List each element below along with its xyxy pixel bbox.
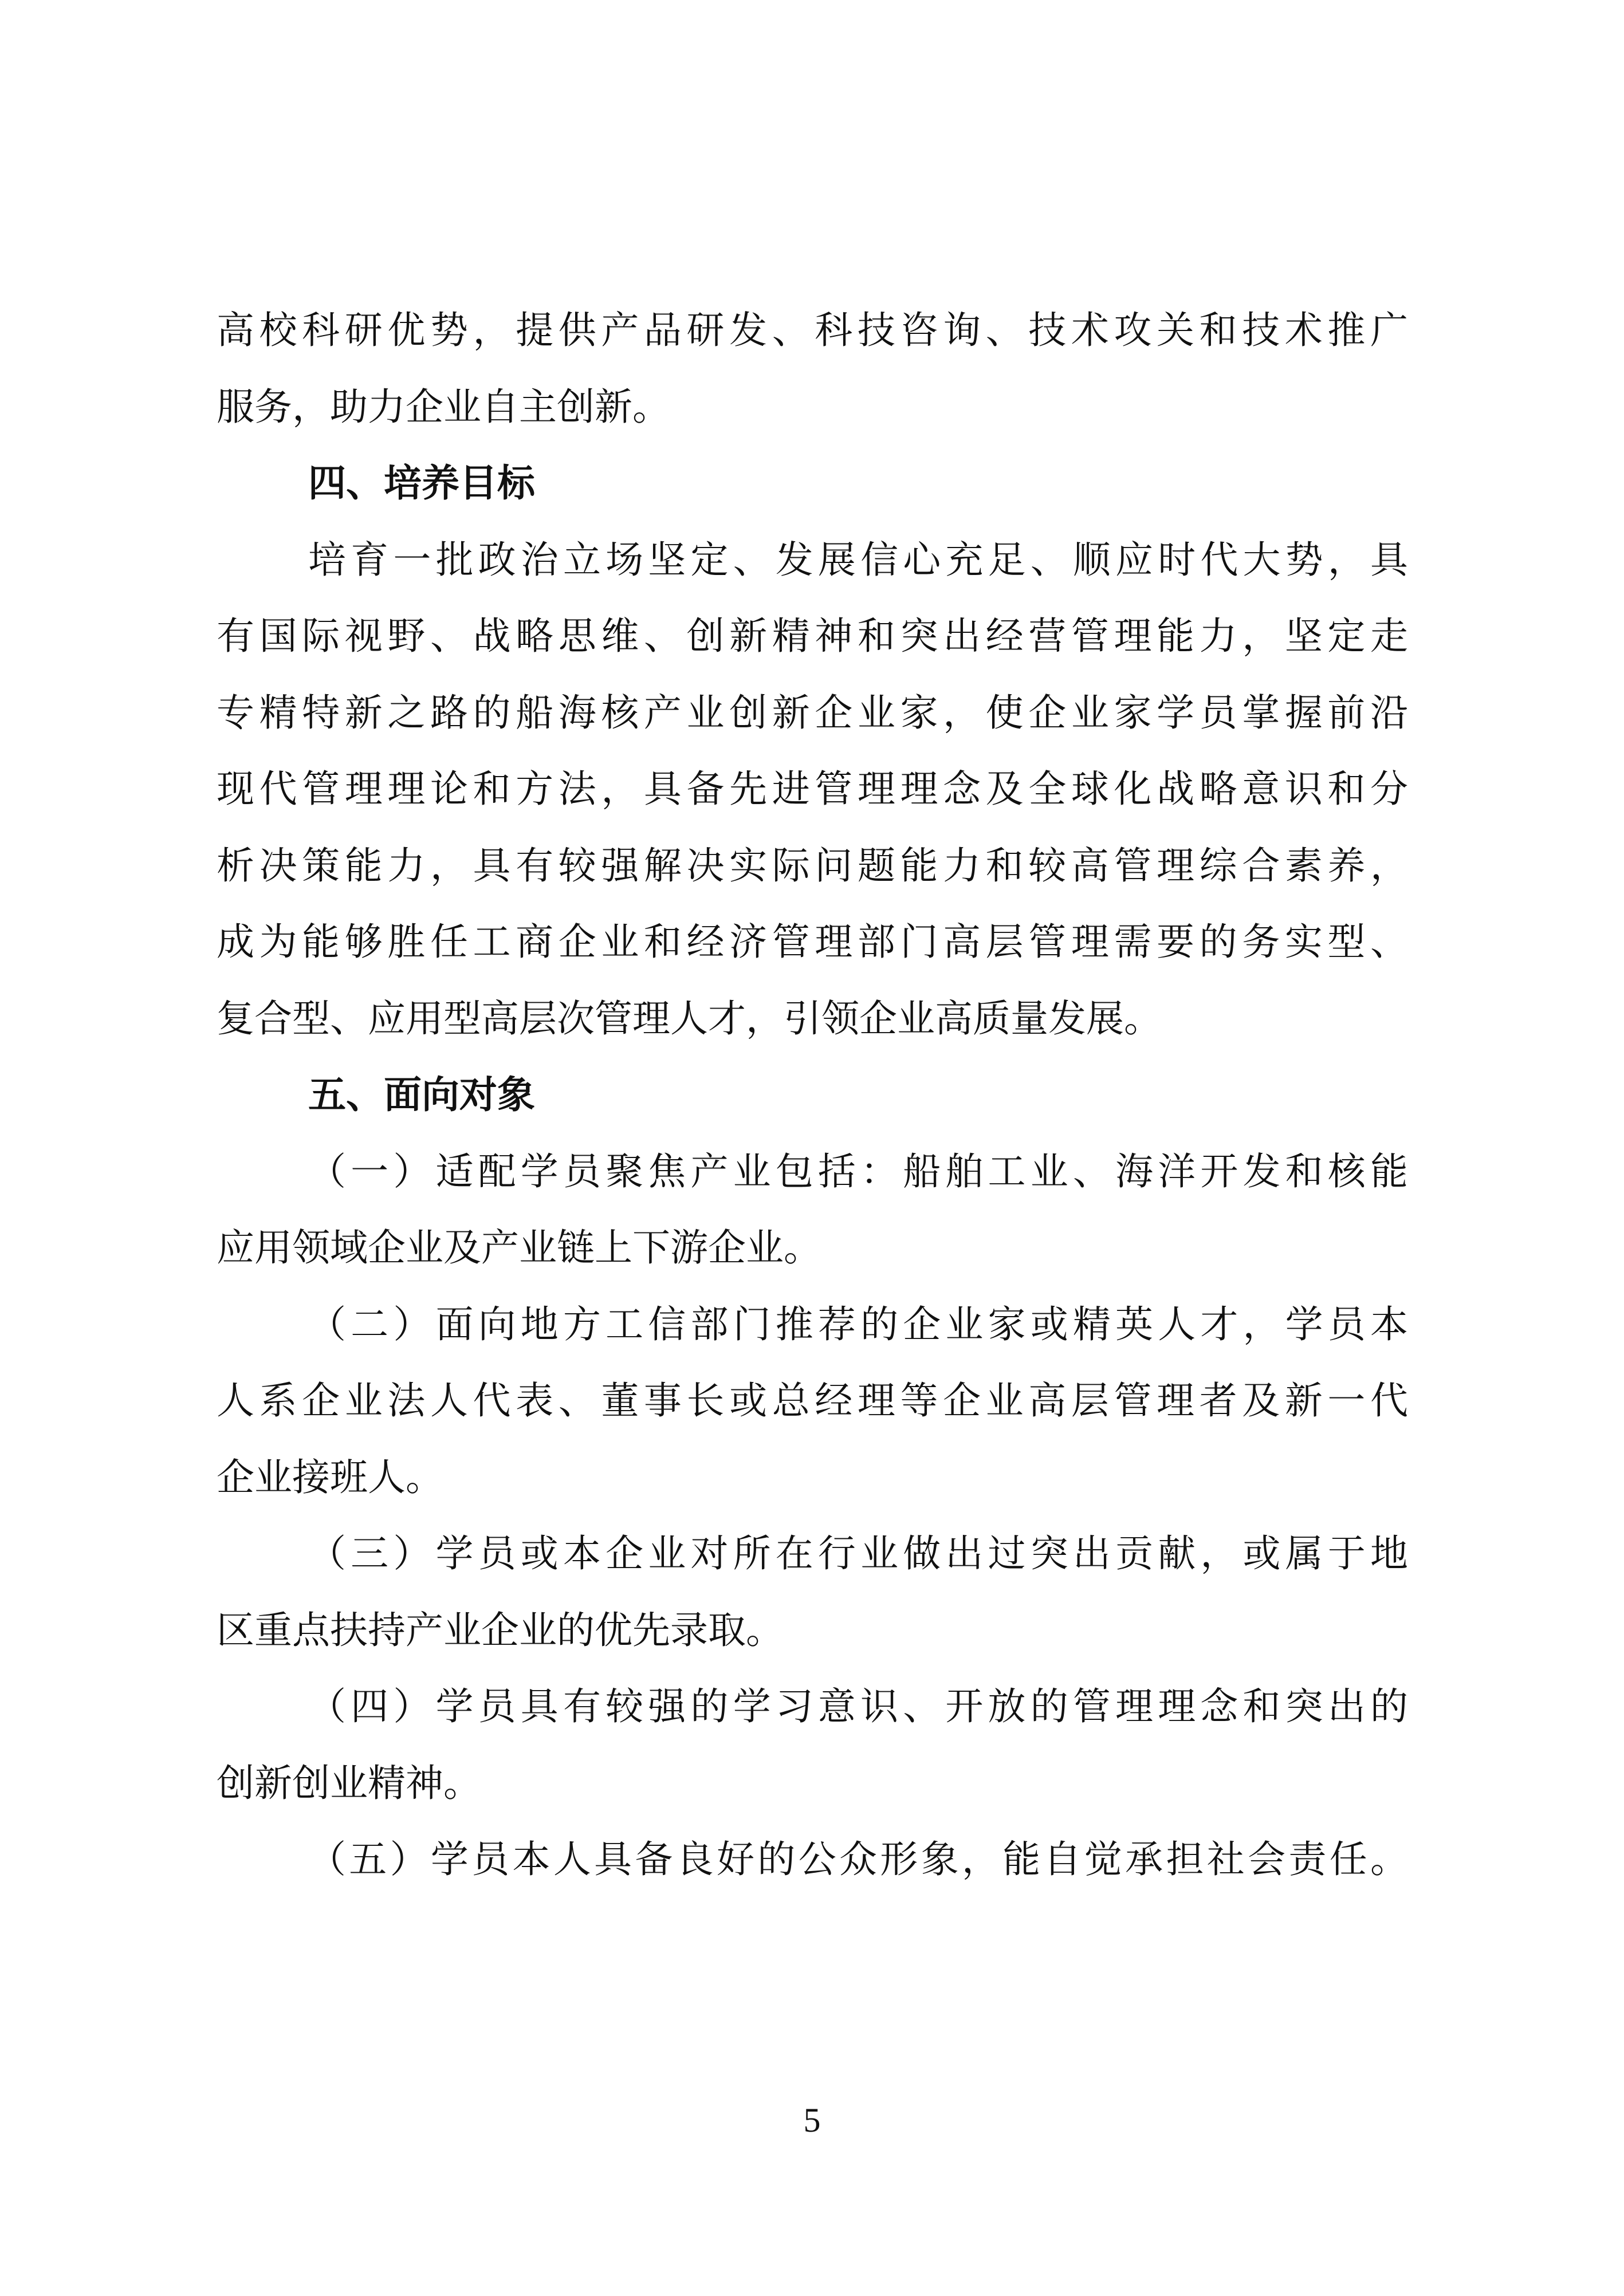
paragraph-line: 析决策能力，具有较强解决实际问题能力和较高管理综合素养， bbox=[217, 843, 1408, 888]
list-item-line: 人系企业法人代表、董事长或总经理等企业高层管理者及新一代 bbox=[217, 1379, 1408, 1423]
list-item-line: 应用领域企业及产业链上下游企业。 bbox=[217, 1226, 821, 1270]
section-heading-training-goals: 四、培养目标 bbox=[308, 461, 535, 505]
paragraph-line: 成为能够胜任工商企业和经济管理部门高层管理需要的务实型、 bbox=[217, 920, 1408, 964]
paragraph-line: 复合型、应用型高层次管理人才，引领企业高质量发展。 bbox=[217, 996, 1162, 1041]
list-item-line: （三）学员或本企业对所在行业做出过突出贡献，或属于地 bbox=[308, 1531, 1408, 1576]
list-item-line: 区重点扶持产业企业的优先录取。 bbox=[217, 1608, 784, 1652]
list-item-line: 企业接班人。 bbox=[217, 1455, 443, 1499]
list-item-line: （一）适配学员聚焦产业包括：船舶工业、海洋开发和核能 bbox=[308, 1149, 1408, 1194]
paragraph-line: 现代管理理论和方法，具备先进管理理念及全球化战略意识和分 bbox=[217, 767, 1408, 811]
list-item-line: （五）学员本人具备良好的公众形象，能自觉承担社会责任。 bbox=[308, 1837, 1408, 1881]
list-item-line: （四）学员具有较强的学习意识、开放的管理理念和突出的 bbox=[308, 1684, 1408, 1728]
paragraph-line: 服务，助力企业自主创新。 bbox=[217, 384, 670, 429]
paragraph-line: 培育一批政治立场坚定、发展信心充足、顺应时代大势，具 bbox=[308, 537, 1408, 582]
document-body bbox=[217, 292, 1408, 1898]
list-item-line: 创新创业精神。 bbox=[217, 1761, 481, 1805]
paragraph-line: 专精特新之路的船海核产业创新企业家，使企业家学员掌握前沿 bbox=[217, 690, 1408, 735]
page-number: 5 bbox=[803, 2101, 821, 2139]
section-heading-target-audience: 五、面向对象 bbox=[308, 1073, 535, 1117]
list-item-line: （二）面向地方工信部门推荐的企业家或精英人才，学员本 bbox=[308, 1302, 1408, 1346]
paragraph-line: 有国际视野、战略思维、创新精神和突出经营管理能力，坚定走 bbox=[217, 614, 1408, 658]
paragraph-line: 高校科研优势，提供产品研发、科技咨询、技术攻关和技术推广 bbox=[217, 308, 1408, 352]
